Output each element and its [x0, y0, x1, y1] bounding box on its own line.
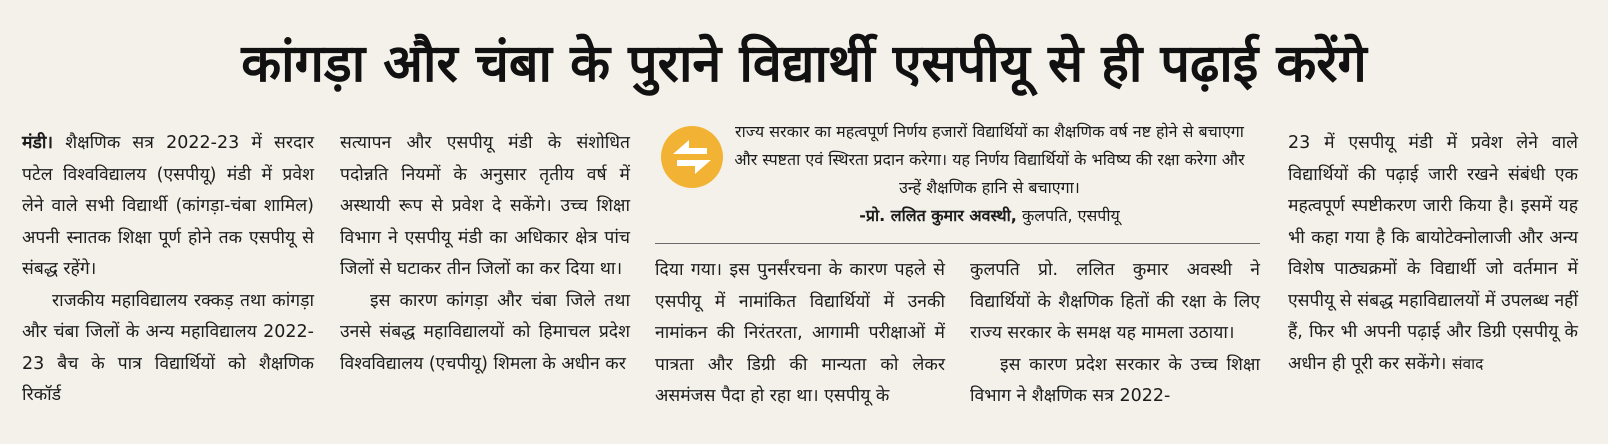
pull-quote: [655, 118, 1260, 244]
byline-credit: संवाद: [1452, 354, 1484, 373]
dateline: मंडी।: [22, 133, 53, 153]
column-3-paragraph-1: दिया गया। इस पुनर्संरचना के कारण पहले से एसपीयू में नामांकित विद्यार्थियों में उनकी नामांकन की निरंतरता, आगामी परीक्षाओं में पात्रता और डिग्री की मान्यता को लेकर असमंजस पैदा हो रहा था। एसपीयू के: [655, 260, 945, 406]
headline: कांगड़ा और चंबा के पुराने विद्यार्थी एसपीयू से ही पढ़ाई करेंगे: [241, 34, 1367, 94]
column-2-paragraph-2: इस कारण कांगड़ा और चंबा जिले तथा उनसे संबद्ध महाविद्यालयों को हिमाचल प्रदेश विश्वविद्यालय (एचपीयू) शिमला के अधीन कर: [340, 290, 630, 374]
column-5-paragraph-1-text: 23 में एसपीयू मंडी में प्रवेश लेने वाले विद्यार्थियों की पढ़ाई जारी रखने संबंधी एक महत्वपूर्ण स्पष्टीकरण जारी किया है। इसमें यह भी कहा गया है कि बायोटेक्नोलाजी और अन्य विशेष पाठ्यक्रमों के विद्यार्थी जो वर्तमान में एसपीयू से संबद्ध महाविद्यालयों में उपलब्ध नहीं हैं, फिर भी अपनी पढ़ाई और डिग्री एसपीयू के अधीन ही पूरी कर सकेंगे।: [1288, 133, 1578, 374]
pull-quote-text: [727, 118, 1252, 230]
column-5-paragraph-1: [1288, 128, 1578, 380]
column-2-paragraph-1: सत्यापन और एसपीयू मंडी के संशोधित पदोन्नति नियमों के अनुसार तृतीय वर्ष में अस्थायी रूप से प्रवेश दे सकेंगे। उच्च शिक्षा विभाग ने एसपीयू मंडी का अधिकार क्षेत्र पांच जिलों से घटाकर तीन जिलों का कर दिया था।: [340, 133, 630, 279]
quote-signature-name: -प्रो. ललित कुमार अवस्थी,: [859, 206, 1017, 225]
quote-body: राज्य सरकार का महत्वपूर्ण निर्णय हजारों विद्यार्थियों का शैक्षणिक वर्ष नष्ट होने से बचाएगा और स्पष्टता एवं स्थिरता प्रदान करेगा। यह निर्णय विद्यार्थियों के भविष्य की रक्षा करेगा और उन्हें शैक्षणिक हानि से बचाएगा।: [734, 122, 1245, 197]
article-column-4: [970, 255, 1260, 413]
article-column-1: [22, 128, 314, 412]
column-1-paragraph-1: [22, 128, 314, 286]
quote-signature-role: कुलपति, एसपीयू: [1021, 206, 1120, 225]
column-1-paragraph-2: राजकीय महाविद्यालय रक्कड़ तथा कांगड़ा और चंबा जिलों के अन्य महाविद्यालय 2022-23 बैच के पात्र विद्यार्थियों को शैक्षणिक रिकॉर्ड: [22, 290, 314, 405]
article-column-2: [340, 128, 630, 380]
column-4-paragraph-2: इस कारण प्रदेश सरकार के उच्च शिक्षा विभाग ने शैक्षणिक सत्र 2022-: [970, 354, 1260, 406]
column-1-paragraph-1-text: शैक्षणिक सत्र 2022-23 में सरदार पटेल विश्वविद्यालय (एसपीयू) मंडी में प्रवेश लेने वाले सभी विद्यार्थी (कांगड़ा-चंबा शामिल) अपनी स्नातक शिक्षा पूर्ण होने तक एसपीयू से संबद्ध रहेंगे।: [22, 133, 314, 279]
spu-logo-icon: [659, 124, 725, 190]
article-column-5: [1288, 128, 1578, 380]
column-4-paragraph-1: कुलपति प्रो. ललित कुमार अवस्थी ने विद्यार्थियों के शैक्षणिक हितों की रक्षा के लिए राज्य सरकार के समक्ष यह मामला उठाया।: [970, 260, 1260, 343]
article-column-3: [655, 255, 945, 413]
quote-signature: [727, 202, 1252, 230]
